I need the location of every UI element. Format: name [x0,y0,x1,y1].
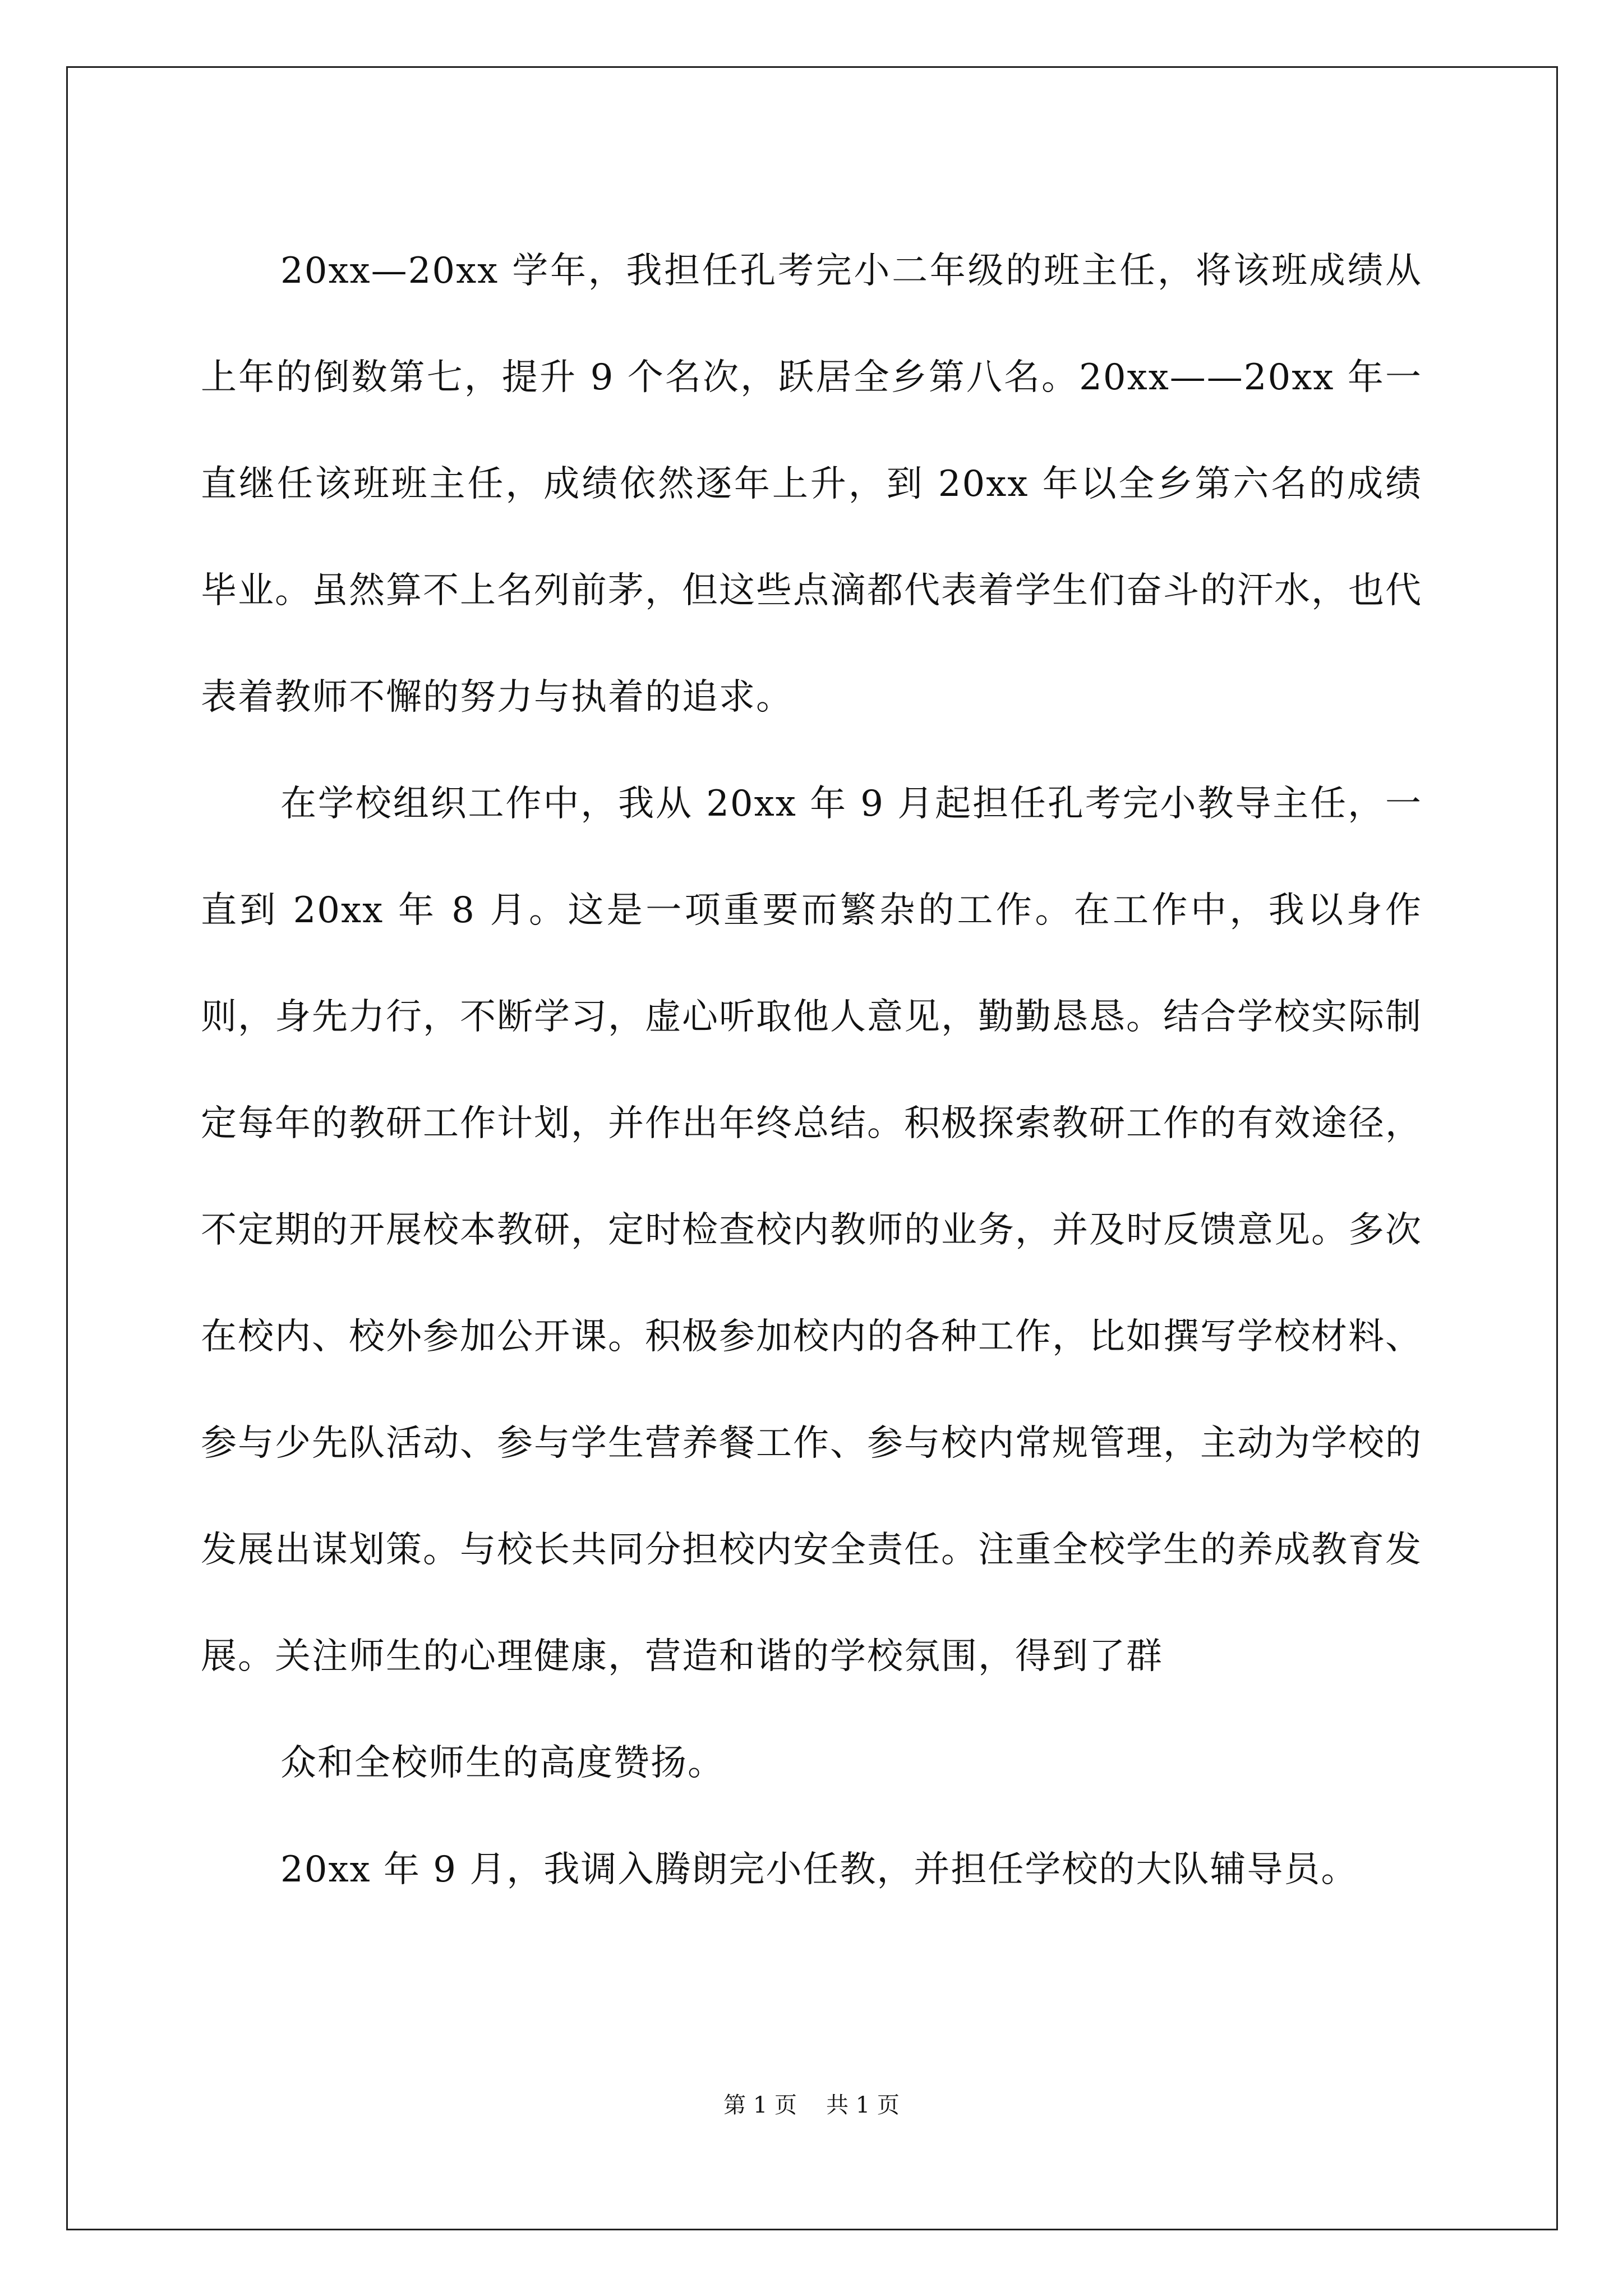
paragraph-2: 在学校组织工作中，我从 20xx 年 9 月起担任孔考完小教导主任，一直到 20xx 年 8 月。这是一项重要而繁杂的工作。在工作中，我以身作则，身先力行，不断学习，虚心听取他人意见，勤勤恳恳。结合学校实际制定每年的教研工作计划，并作出年终总结。积极探索教研工作的有效途径，不定期的开展校本教研，定时检查校内教师的业务，并及时反馈意见。多次在校内、校外参加公开课。积极参加校内的各种工作，比如撰写学校材料、参与少先队活动、参与学生营养餐工作、参与校内常规管理，主动为学校的发展出谋划策。与校长共同分担校内安全责任。注重全校学生的养成教育发展。关注师生的心理健康，营造和谐的学校氛围，得到了群 [201,783,1422,1677]
paragraph-3: 众和全校师生的高度赞扬。 [280,1742,725,1784]
page-total: 共 1 页 [826,2092,900,2118]
page-footer [0,2090,1623,2121]
page-number: 第 1 页 [723,2092,797,2118]
paragraph-4: 20xx 年 9 月，我调入腾朗完小任教，并担任学校的大队辅导员。 [280,1849,1358,1890]
paragraph-1: 20xx—20xx 学年，我担任孔考完小二年级的班主任，将该班成绩从上年的倒数第七，提升 9 个名次，跃居全乡第八名。20xx——20xx 年一直继任该班班主任，成绩依然逐年上升，到 20xx 年以全乡第六名的成绩毕业。虽然算不上名列前茅，但这些点滴都代表着学生们奋斗的汗水，也代表着教师不懈的努力与执着的追求。 [201,250,1422,718]
document-body [201,218,1422,1923]
